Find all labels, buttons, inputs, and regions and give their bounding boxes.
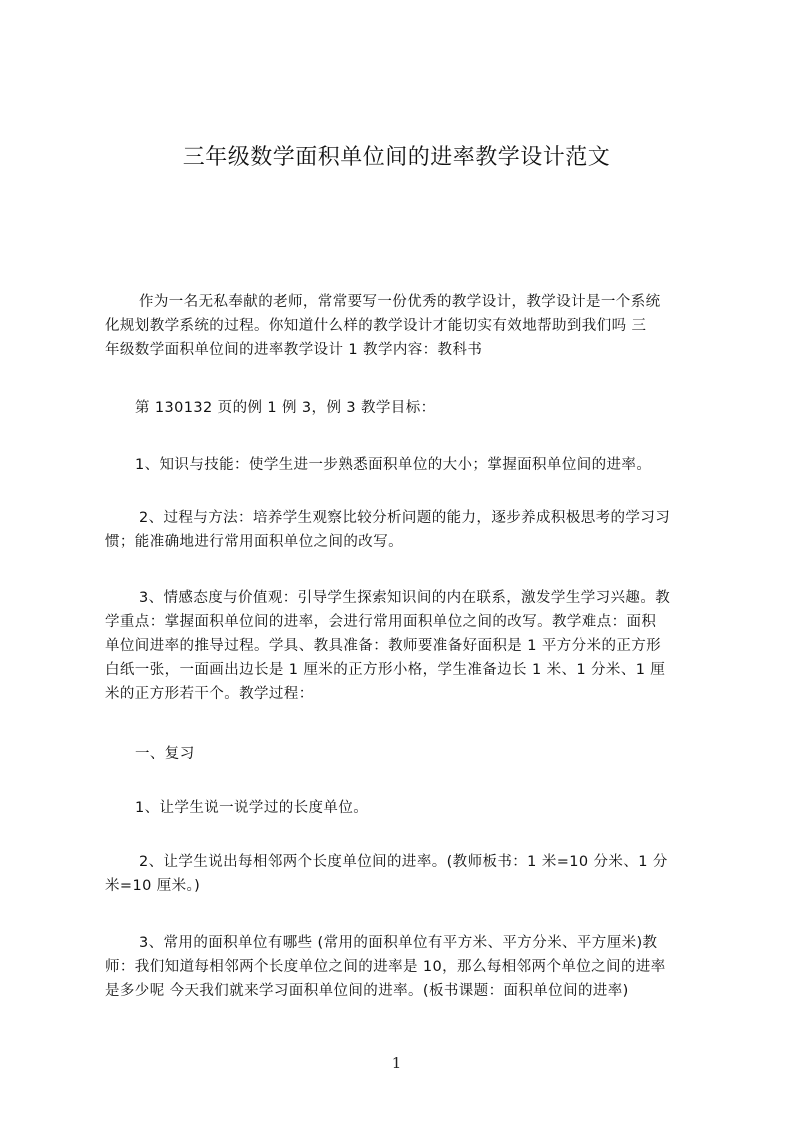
text-line: 米的正方形若干个。教学过程： (105, 686, 314, 702)
text-line: 2、让学生说出每相邻两个长度单位间的进率。(教师板书：1 米=10 分米、1 分 (139, 854, 668, 870)
text-line: 3、常用的面积单位有哪些 (常用的面积单位有平方米、平方分米、平方厘米)教 (139, 935, 658, 951)
paragraph-objectives-intro (105, 396, 705, 420)
text-line: 一、复习 (135, 746, 195, 762)
text-line: 白纸一张，一面画出边长是 1 厘米的正方形小格，学生准备边长 1 米、1 分米、1 厘 (105, 662, 666, 678)
text-line: 师：我们知道每相邻两个长度单位之间的进率是 10，那么每相邻两个单位之间的进率 (105, 959, 666, 975)
text-line: 是多少呢 今天我们就来学习面积单位间的进率。(板书课题：面积单位间的进率) (105, 983, 629, 999)
text-line: 1、知识与技能：使学生进一步熟悉面积单位的大小；掌握面积单位间的进率。 (135, 457, 652, 473)
text-line: 单位间进率的推导过程。学具、教具准备：教师要准备好面积是 1 平方分米的正方形 (105, 638, 662, 654)
paragraph-review-3 (105, 931, 705, 1003)
text-line: 米=10 厘米。) (105, 878, 201, 894)
text-line: 1、让学生说一说学过的长度单位。 (135, 800, 369, 816)
paragraph-process-method (105, 506, 705, 554)
paragraph-review-2 (105, 850, 705, 898)
page-number: 1 (391, 1054, 402, 1072)
paragraph-attitude-values (105, 586, 705, 706)
text-line: 作为一名无私奉献的老师，常常要写一份优秀的教学设计，教学设计是一个系统 (139, 294, 661, 310)
text-line: 化规划教学系统的过程。你知道什么样的教学设计才能切实有效地帮助到我们吗 三 (105, 318, 647, 334)
section-heading-review (105, 742, 705, 766)
text-line: 第 130132 页的例 1 例 3，例 3 教学目标： (135, 400, 436, 416)
paragraph-intro (105, 290, 705, 362)
text-line: 惯；能准确地进行常用面积单位之间的改写。 (105, 534, 403, 550)
document-title: 三年级数学面积单位间的进率教学设计范文 (182, 145, 611, 170)
paragraph-review-1 (105, 796, 705, 820)
text-line: 2、过程与方法：培养学生观察比较分析问题的能力，逐步养成积极思考的学习习 (139, 510, 671, 526)
paragraph-knowledge-skills (105, 453, 705, 477)
text-line: 年级数学面积单位间的进率教学设计 1 教学内容：教科书 (105, 342, 483, 358)
text-line: 3、情感态度与价值观：引导学生探索知识间的内在联系，激发学生学习兴趣。教 (139, 590, 671, 606)
text-line: 学重点：掌握面积单位间的进率，会进行常用面积单位之间的改写。教学难点：面积 (105, 614, 657, 630)
